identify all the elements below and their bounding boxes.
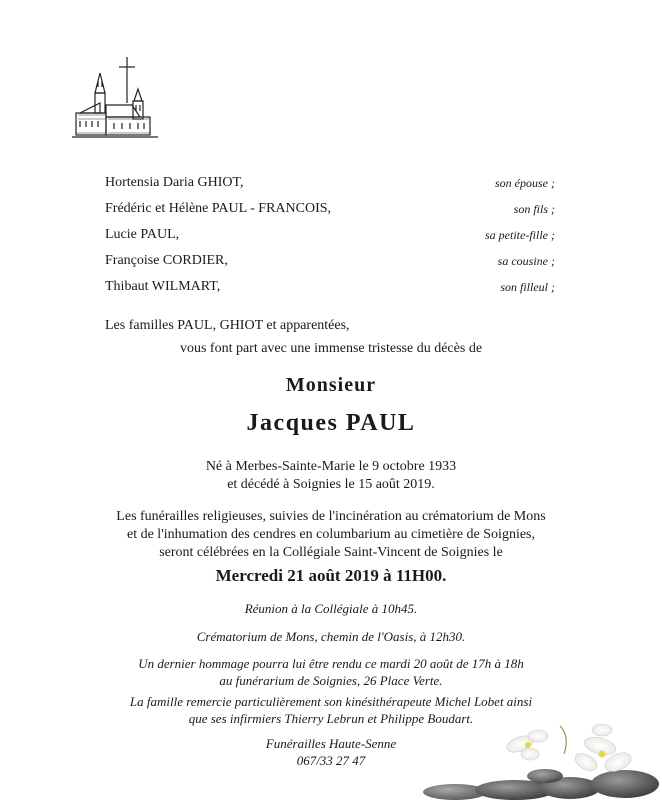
funeral-date: Mercredi 21 août 2019 à 11H00. [215,566,447,585]
crematorium-line: Crématorium de Mons, chemin de l'Oasis, à 12h30. [196,629,466,644]
funeral-details [60,508,602,562]
hommage-line: Un dernier hommage pourra lui être rendu ce mardi 20 août de 17h à 18h [138,656,524,671]
deceased-name: Jacques PAUL [246,410,416,436]
family-row [105,170,555,196]
families-line: Les familles PAUL, GHIOT et apparentées, [105,318,350,333]
orchid-stones-decoration [420,718,662,800]
family-member-relation: sa cousine ; [497,253,555,268]
family-list [105,170,555,300]
funeral-home-phone: 067/33 27 47 [296,753,366,768]
family-member-name: Françoise CORDIER, [105,253,228,268]
family-member-relation: son filleul ; [500,279,555,294]
birth-line: Né à Merbes-Sainte-Marie le 9 octobre 1933 [205,459,457,474]
family-row [105,248,555,274]
funeral-line: Les funérailles religieuses, suivies de l'incinération au crématorium de Mons [116,509,546,524]
death-line: et décédé à Soignies le 15 août 2019. [227,477,435,492]
family-member-relation: son épouse ; [495,175,555,190]
birth-death-block [60,458,602,494]
funeral-home-name: Funérailles Haute-Senne [265,736,397,751]
family-member-relation: son fils ; [513,201,555,216]
family-member-name: Frédéric et Hélène PAUL - FRANCOIS, [105,201,332,216]
family-member-name: Lucie PAUL, [105,227,180,242]
reunion-line: Réunion à la Collégiale à 10h45. [244,601,418,616]
family-row [105,274,555,300]
thanks-line: La famille remercie particulièrement son kinésithérapeute Michel Lobet ainsi [129,694,533,709]
family-member-name: Thibaut WILMART, [105,279,221,294]
hommage-block [60,655,602,689]
funeral-line: seront célébrées en la Collégiale Saint-Vincent de Soignies le [159,545,503,560]
thanks-line: que ses infirmiers Thierry Lebrun et Philippe Boudart. [188,711,474,726]
hommage-line: au funérarium de Soignies, 26 Place Verte. [219,673,443,688]
announcement-line: vous font part avec une immense tristesse du décès de [179,341,483,356]
funeral-line: et de l'inhumation des cendres en columbarium au cimetière de Soignies, [126,527,535,542]
deceased-title: Monsieur [285,374,377,396]
family-member-name: Hortensia Daria GHIOT, [105,175,244,190]
family-row [105,222,555,248]
church-illustration [70,55,160,150]
family-member-relation: sa petite-fille ; [485,227,555,242]
family-row [105,196,555,222]
